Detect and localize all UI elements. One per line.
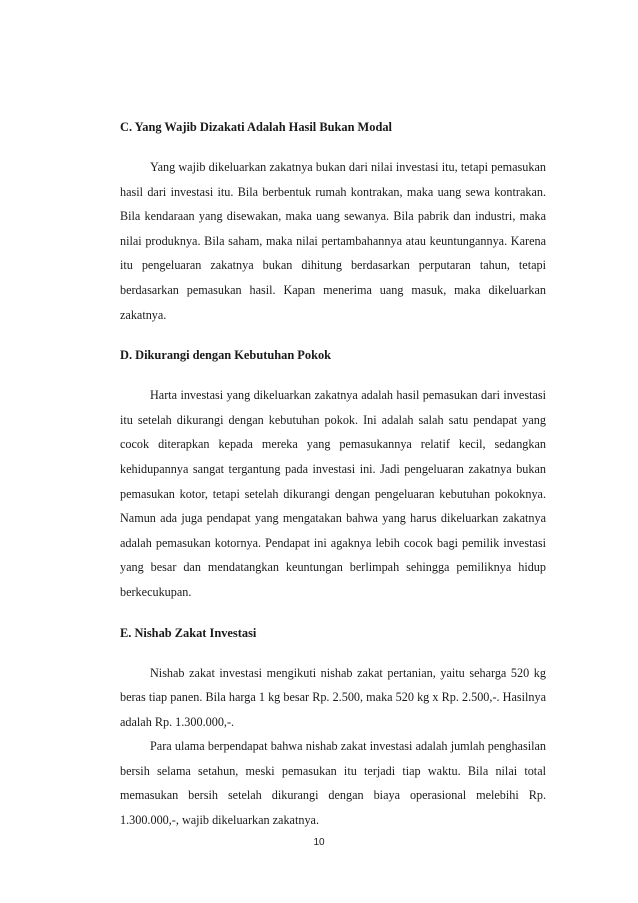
section-heading: E. Nishab Zakat Investasi	[120, 625, 257, 640]
paragraph: Para ulama berpendapat bahwa nishab zakat investasi adalah jumlah penghasilan bersih selama setahun, meski pemasukan itu terjadi tiap waktu. Bila nilai total memasukan bersih setelah dikurangi dengan biaya operasional melebihi Rp. 1.300.000,-, wajib dikeluarkan zakatnya.	[120, 739, 546, 828]
section-c	[120, 118, 546, 327]
section-d	[120, 346, 546, 604]
page-content	[120, 118, 546, 833]
section-heading: C. Yang Wajib Dizakati Adalah Hasil Bukan Modal	[120, 120, 392, 134]
section-e	[120, 624, 546, 833]
paragraph: Harta investasi yang dikeluarkan zakatnya adalah hasil pemasukan dari investasi itu setelah dikurangi dengan kebutuhan pokok. Ini adalah salah satu pendapat yang cocok diterapkan kepada mereka yang pemasukannya relatif kecil, sedangkan kehidupannya sangat tergantung pada investasi ini. Jadi pengeluaran zakatnya bukan pemasukan kotor, tetapi setelah dikurangi dengan pengeluaran kebutuhan pokoknya. Namun ada juga pendapat yang mengatakan bahwa yang harus dikeluarkan zakatnya adalah pemasukan kotornya. Pendapat ini agaknya lebih cocok bagi pemilik investasi yang besar dan mendatangkan keuntungan berlimpah sehingga pemiliknya hidup berkecukupan.	[120, 388, 546, 599]
paragraph: Nishab zakat investasi mengikuti nishab zakat pertanian, yaitu seharga 520 kg beras tiap panen. Bila harga 1 kg besar Rp. 2.500, maka 520 kg x Rp. 2.500,-. Hasilnya adalah Rp. 1.300.000,-.	[120, 665, 546, 729]
section-heading: D. Dikurangi dengan Kebutuhan Pokok	[120, 348, 332, 363]
paragraph: Yang wajib dikeluarkan zakatnya bukan dari nilai investasi itu, tetapi pemasukan hasil dari investasi itu. Bila berbentuk rumah kontrakan, maka uang sewa kontrakan. Bila kendaraan yang disewakan, maka uang sewanya. Bila pabrik dan industri, maka nilai produknya. Bila saham, maka nilai pertambahannya atau keuntungannya. Karena itu pengeluaran zakatnya bukan dihitung berdasarkan perputaran tahun, tetapi berdasarkan pemasukan hasil. Kapan menerima uang masuk, maka dikeluarkan zakatnya.	[120, 160, 546, 322]
page-number: 10	[313, 837, 325, 848]
